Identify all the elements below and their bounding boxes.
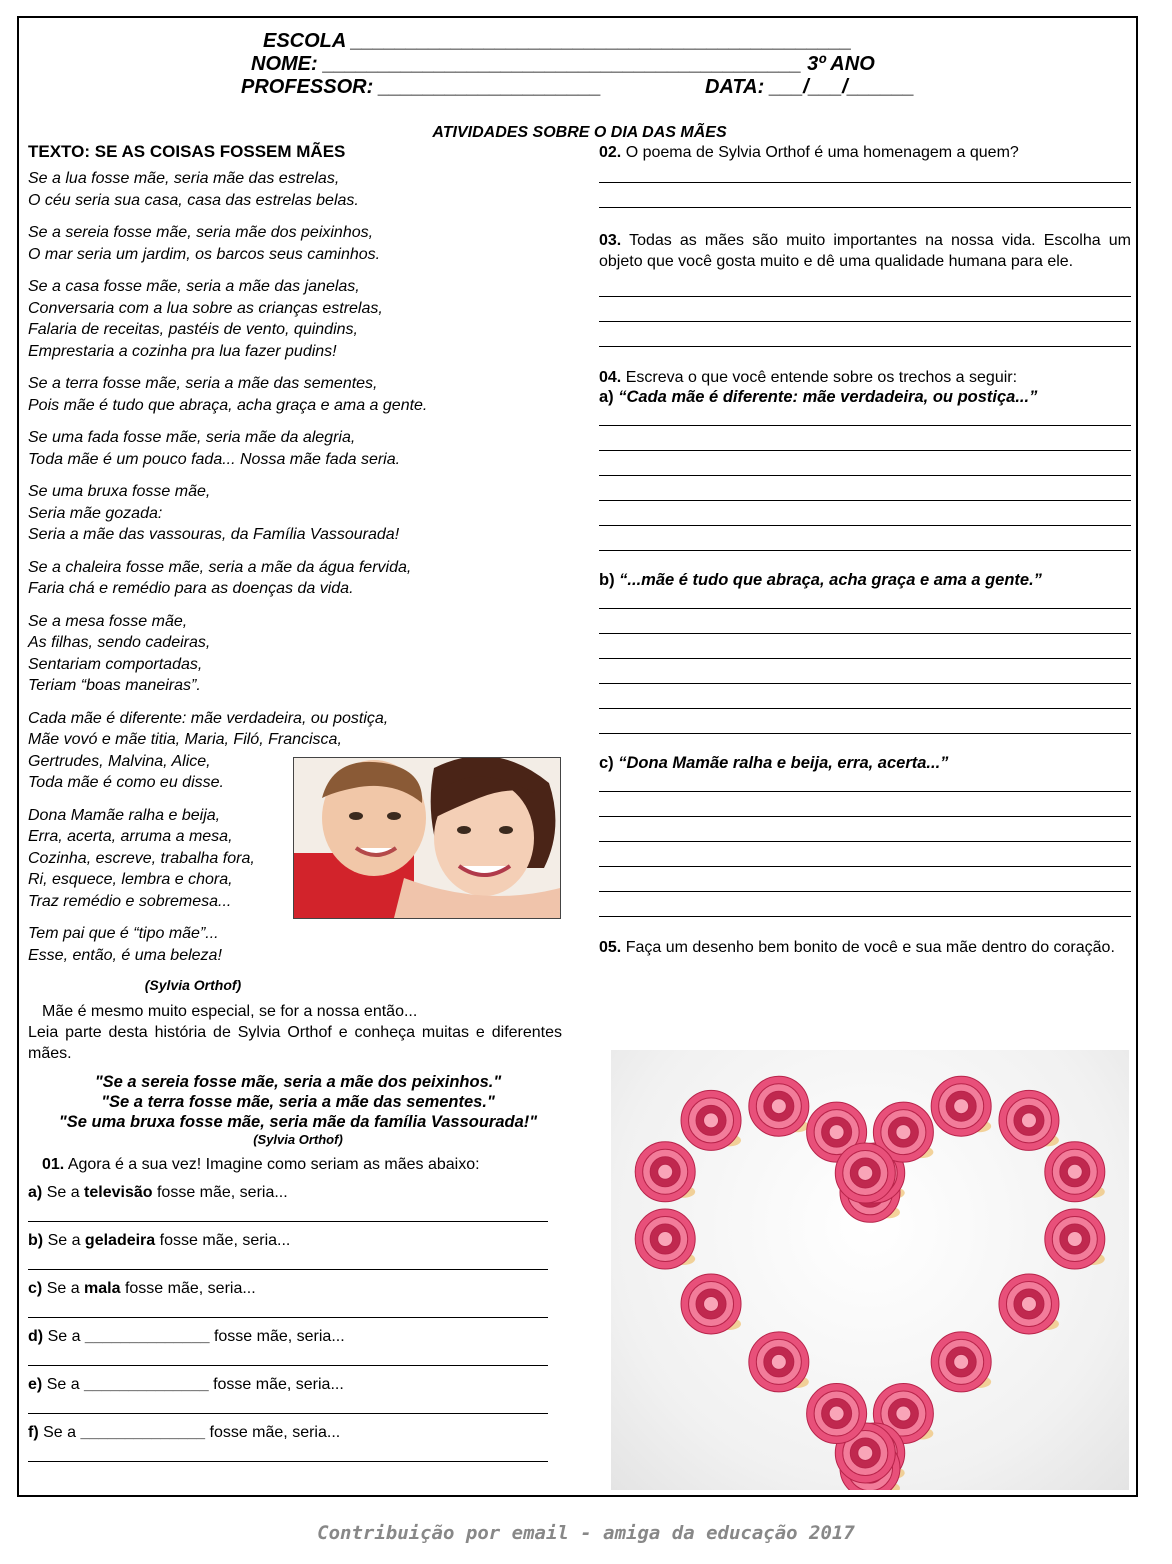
rose: [635, 1142, 695, 1202]
answer-line[interactable]: [28, 1347, 548, 1366]
rose: [999, 1274, 1059, 1334]
rose: [1045, 1142, 1105, 1202]
answer-line[interactable]: [28, 1203, 548, 1222]
answer-line[interactable]: [599, 501, 1131, 526]
poem-stanza: [28, 373, 568, 416]
poem-line: Erra, acerta, arruma a mesa,: [28, 828, 233, 845]
item-quote: “Cada mãe é diferente: mãe verdadeira, ou postiça...”: [618, 388, 1038, 406]
poem-line: Seria a mãe das vassouras, da Família Vassourada!: [28, 526, 400, 543]
poem-line: Tem pai que é “tipo mãe”...: [28, 925, 219, 942]
poem-line: Se uma bruxa fosse mãe,: [28, 483, 211, 500]
item-suffix: fosse mãe, seria...: [208, 1376, 344, 1393]
poem-line: Traz remédio e sobremesa...: [28, 892, 232, 910]
answer-line[interactable]: [599, 163, 1131, 183]
rose-heart: [611, 1050, 1129, 1490]
poem-line: Pois mãe é tudo que abraça, acha graça e ama a gente.: [28, 396, 428, 414]
question-4c: [599, 754, 1131, 773]
poem-line: Emprestaria a cozinha pra lua fazer pudins!: [28, 342, 337, 360]
item-prefix: Se a: [46, 1184, 85, 1201]
question-3: [599, 230, 1131, 272]
rose: [835, 1143, 895, 1203]
poem-line: Sentariam comportadas,: [28, 655, 203, 673]
item-suffix: fosse mãe, seria...: [205, 1424, 341, 1441]
footer-credit: Contribuição por email - amiga da educação 2017: [317, 1522, 855, 1544]
answer-line[interactable]: [599, 609, 1131, 634]
poem-stanza: [28, 481, 568, 546]
answer-line[interactable]: [599, 297, 1131, 322]
question-1-item: [28, 1231, 548, 1251]
answer-line[interactable]: [599, 322, 1131, 347]
poem-line: Se a casa fosse mãe, seria a mãe das janelas,: [28, 278, 360, 295]
poem-stanza: [28, 923, 568, 966]
item-prefix: Se a: [46, 1376, 85, 1393]
item-object: ______________: [80, 1424, 206, 1441]
question-1: [28, 1155, 568, 1175]
item-letter: c): [599, 754, 614, 772]
answer-line[interactable]: [599, 773, 1131, 792]
school-field: ESCOLA _____________________________________________: [263, 30, 852, 52]
question-number: 03.: [599, 232, 622, 249]
item-object: mala: [84, 1280, 121, 1297]
poem-line: Esse, então, é uma beleza!: [28, 946, 222, 964]
teacher-field: PROFESSOR: ____________________: [241, 76, 602, 98]
poem-line: O mar seria um jardim, os barcos seus caminhos.: [28, 245, 381, 263]
item-object: ______________: [84, 1328, 210, 1345]
item-letter: d): [28, 1328, 44, 1345]
answer-line[interactable]: [599, 867, 1131, 892]
question-1-item: [28, 1375, 548, 1395]
poem-line: Se a mesa fosse mãe,: [28, 612, 188, 630]
quote-line: "Se a sereia fosse mãe, seria a mãe dos peixinhos.": [94, 1073, 502, 1091]
item-letter: e): [28, 1376, 43, 1393]
question-5: [599, 937, 1131, 958]
poem-line: Ri, esquece, lembra e chora,: [28, 871, 233, 888]
rose: [681, 1090, 741, 1150]
question-4a: [599, 388, 1131, 407]
poem-line: Se a terra fosse mãe, seria a mãe das sementes,: [28, 375, 378, 392]
intro-line: Mãe é mesmo muito especial, se for a nossa então...: [42, 1003, 418, 1020]
item-prefix: Se a: [43, 1424, 81, 1441]
answer-line[interactable]: [599, 842, 1131, 867]
intro-paragraph: Leia parte desta história de Sylvia Orthof e conheça muitas e diferentes mães.: [28, 1024, 562, 1062]
answer-line[interactable]: [28, 1443, 548, 1462]
poem-line: Se a chaleira fosse mãe, seria a mãe da água fervida,: [28, 558, 412, 576]
question-1-item: [28, 1279, 548, 1299]
item-quote: “Dona Mamãe ralha e beija, erra, acerta...”: [618, 754, 949, 772]
item-suffix: fosse mãe, seria...: [155, 1232, 291, 1249]
item-prefix: Se a: [47, 1232, 85, 1249]
question-1-item: [28, 1423, 548, 1443]
answer-line[interactable]: [599, 817, 1131, 842]
question-number: 01.: [42, 1156, 65, 1173]
poem-stanza: [28, 168, 568, 211]
item-quote: “...mãe é tudo que abraça, acha graça e ama a gente.”: [619, 571, 1042, 589]
rose: [635, 1209, 695, 1269]
poem-stanza: [28, 222, 568, 265]
quote-line: "Se a terra fosse mãe, seria a mãe das sementes.": [101, 1093, 495, 1111]
quotes-block: [28, 1072, 568, 1148]
answer-line[interactable]: [599, 426, 1131, 451]
answer-line[interactable]: [599, 634, 1131, 659]
answer-line[interactable]: [28, 1299, 548, 1318]
rose: [1045, 1209, 1105, 1269]
poem-title: TEXTO: SE AS COISAS FOSSEM MÃES: [28, 142, 346, 161]
poem-line: Se a lua fosse mãe, seria mãe das estrelas,: [28, 170, 340, 187]
question-number: 02.: [599, 144, 622, 161]
poem-line: Seria mãe gozada:: [28, 504, 163, 522]
rose: [931, 1332, 991, 1392]
heart-drawing-area[interactable]: [611, 1050, 1129, 1490]
answer-line[interactable]: [599, 892, 1131, 917]
item-suffix: fosse mãe, seria...: [209, 1328, 345, 1345]
rose: [749, 1332, 809, 1392]
item-object: ______________: [84, 1376, 209, 1393]
worksheet: [17, 16, 1138, 1497]
poem-line: Se uma fada fosse mãe, seria mãe da alegria,: [28, 429, 356, 446]
poem-line: Toda mãe é como eu disse.: [28, 774, 224, 791]
question-number: 04.: [599, 369, 622, 386]
answer-line[interactable]: [599, 590, 1131, 609]
item-letter: f): [28, 1424, 39, 1441]
poem-stanza: [28, 557, 568, 600]
poem-line: Se a sereia fosse mãe, seria mãe dos peixinhos,: [28, 224, 374, 241]
rose: [807, 1384, 867, 1444]
answer-line[interactable]: [599, 526, 1131, 551]
poem-line: Faria chá e remédio para as doenças da vida.: [28, 580, 354, 597]
poem-author: (Sylvia Orthof): [144, 977, 242, 993]
item-letter: c): [28, 1280, 43, 1297]
item-object: geladeira: [84, 1232, 156, 1249]
photo-illustration: [294, 758, 560, 918]
answer-line[interactable]: [599, 407, 1131, 426]
answer-lines-4a: [599, 407, 1131, 551]
question-1-item: [28, 1327, 548, 1347]
poem-line: Cozinha, escreve, trabalha fora,: [28, 849, 255, 867]
poem-line: Cada mãe é diferente: mãe verdadeira, ou postiça,: [28, 709, 389, 727]
poem-line: Dona Mamãe ralha e beija,: [28, 806, 221, 824]
poem-line: Teriam “boas maneiras”.: [28, 677, 201, 694]
poem-stanza: [28, 611, 568, 697]
poem-stanza: [28, 276, 568, 362]
quote-author: (Sylvia Orthof): [253, 1132, 343, 1147]
answer-line[interactable]: [599, 792, 1131, 817]
poem-line: Gertrudes, Malvina, Alice,: [28, 752, 211, 770]
item-object: televisão: [84, 1184, 153, 1201]
answer-line[interactable]: [599, 183, 1131, 208]
answer-line[interactable]: [599, 476, 1131, 501]
answer-lines-4c: [599, 773, 1131, 917]
poem-line: As filhas, sendo cadeiras,: [28, 634, 211, 651]
poem-stanza: [28, 427, 568, 470]
item-prefix: Se a: [46, 1280, 85, 1297]
item-letter: b): [599, 571, 615, 589]
poem-line: Toda mãe é um pouco fada... Nossa mãe fada seria.: [28, 450, 401, 468]
poem-line: Mãe vovó e mãe titia, Maria, Filó, Francisca,: [28, 731, 342, 748]
answer-lines-4b: [599, 590, 1131, 734]
item-letter: a): [28, 1184, 43, 1201]
rose: [681, 1274, 741, 1334]
answer-line[interactable]: [599, 272, 1131, 297]
item-letter: b): [28, 1232, 44, 1249]
rose: [931, 1076, 991, 1136]
answer-line[interactable]: [599, 659, 1131, 684]
questions-column: [599, 142, 1131, 958]
answer-line[interactable]: [28, 1251, 548, 1270]
question-1-items: [28, 1183, 548, 1462]
question-4b: [599, 571, 1131, 590]
item-prefix: Se a: [47, 1328, 85, 1345]
question-text: Escreva o que você entende sobre os trechos a seguir:: [625, 369, 1018, 386]
question-text: Agora é a sua vez! Imagine como seriam as mães abaixo:: [67, 1156, 480, 1173]
name-field: NOME: ___________________________________________ 3º ANO: [251, 53, 875, 75]
mother-son-photo: [293, 757, 561, 919]
rose: [999, 1090, 1059, 1150]
item-suffix: fosse mãe, seria...: [120, 1280, 256, 1297]
answer-line[interactable]: [28, 1395, 548, 1414]
date-field: DATA: ___/___/______: [705, 76, 915, 98]
page-title: ATIVIDADES SOBRE O DIA DAS MÃES: [432, 124, 727, 141]
question-text: Faça um desenho bem bonito de você e sua mãe dentro do coração.: [625, 939, 1115, 956]
answer-line[interactable]: [599, 451, 1131, 476]
question-text: O poema de Sylvia Orthof é uma homenagem a quem?: [625, 144, 1019, 161]
poem-line: Conversaria com a lua sobre as crianças estrelas,: [28, 299, 383, 317]
poem-line: Falaria de receitas, pastéis de vento, quindins,: [28, 321, 358, 338]
question-4: [599, 367, 1131, 388]
answer-line[interactable]: [599, 709, 1131, 734]
item-suffix: fosse mãe, seria...: [152, 1184, 288, 1201]
question-1-item: [28, 1183, 548, 1203]
quote-line: "Se uma bruxa fosse mãe, seria mãe da família Vassourada!": [58, 1113, 538, 1131]
poem-line: O céu seria sua casa, casa das estrelas belas.: [28, 191, 359, 209]
answer-line[interactable]: [599, 684, 1131, 709]
question-text: Todas as mães são muito importantes na nossa vida. Escolha um objeto que você gosta muito e dê uma qualidade humana para ele.: [599, 232, 1132, 270]
question-2: [599, 142, 1131, 163]
item-letter: a): [599, 388, 614, 406]
question-number: 05.: [599, 939, 622, 956]
rose: [749, 1076, 809, 1136]
